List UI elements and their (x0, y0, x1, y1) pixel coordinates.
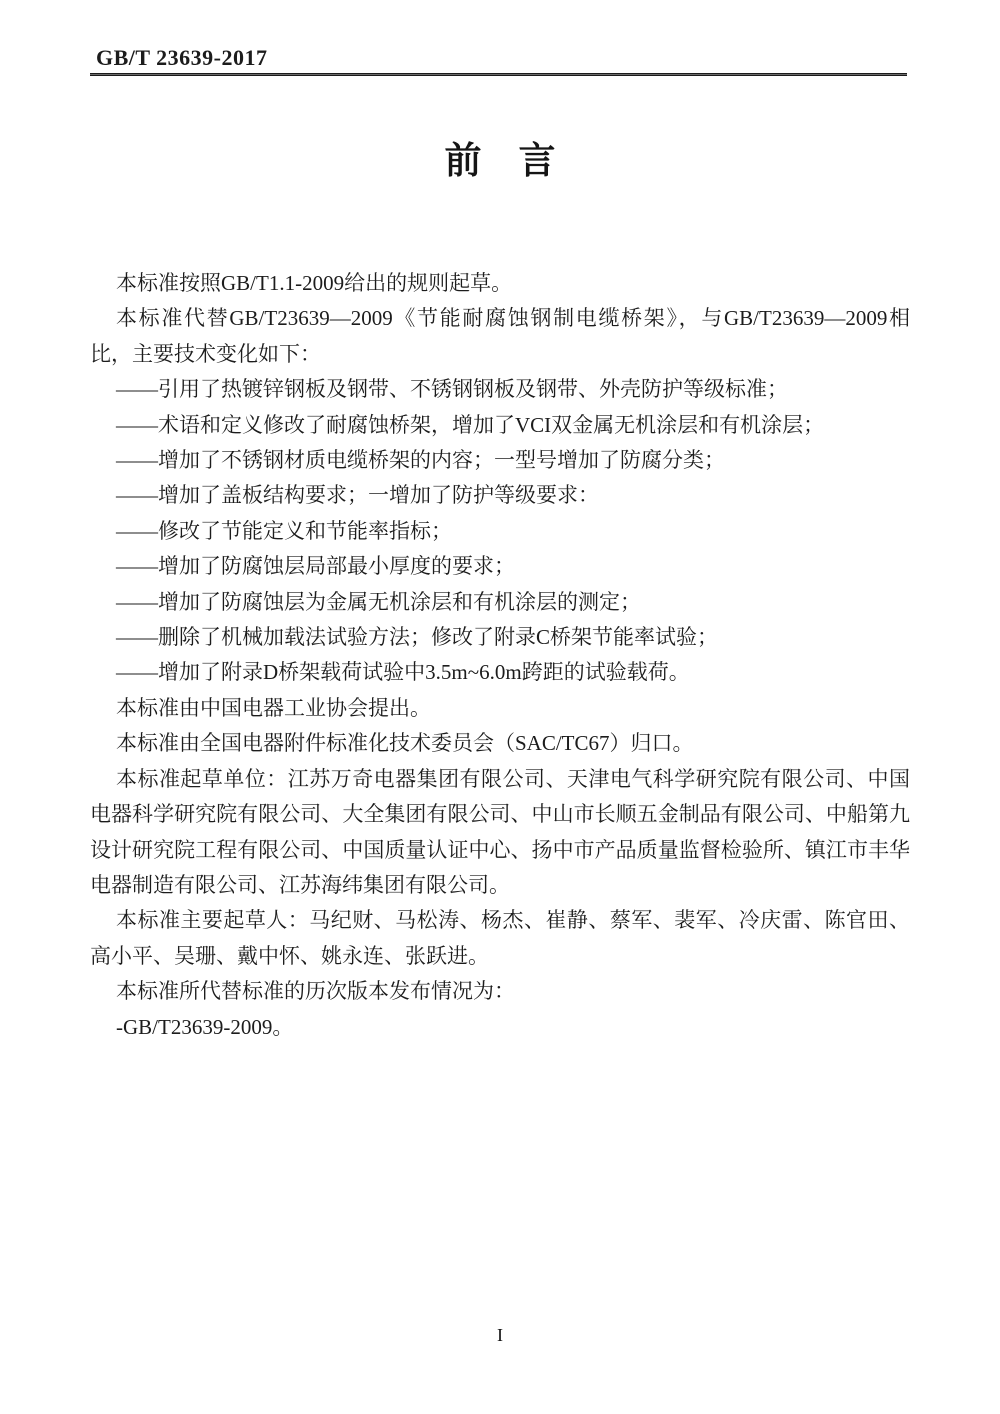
page-title: 前 言 (444, 140, 556, 181)
foreword-paragraph: 本标准主要起草人：马纪财、马松涛、杨杰、崔静、蔡军、裴军、冷庆雷、陈官田、高小平、吴珊、戴中怀、姚永连、张跃进。 (90, 908, 910, 968)
page-number: I (497, 1325, 503, 1345)
foreword-paragraph: -GB/T23639-2009。 (116, 1014, 294, 1039)
foreword-paragraph: ——增加了防腐蚀层为金属无机涂层和有机涂层的测定； (116, 589, 641, 614)
foreword-paragraph: ——增加了盖板结构要求；一增加了防护等级要求： (116, 483, 599, 508)
foreword-paragraph: 本标准代替GB/T23639—2009《节能耐腐蚀钢制电缆桥架》，与GB/T23639—2009相比，主要技术变化如下： (90, 306, 910, 366)
foreword-paragraph: 本标准由中国电器工业协会提出。 (116, 695, 431, 720)
foreword-paragraph: 本标准起草单位：江苏万奇电器集团有限公司、天津电气科学研究院有限公司、中国电器科学研究院有限公司、大全集团有限公司、中山市长顺五金制品有限公司、中船第九设计研究院工程有限公司、中国质量认证中心、扬中市产品质量监督检验所、镇江市丰华电器制造有限公司、江苏海纬集团有限公司。 (90, 766, 910, 897)
foreword-paragraph: ——修改了节能定义和节能率指标； (116, 518, 452, 543)
foreword-paragraph: ——增加了不锈钢材质电缆桥架的内容；一型号增加了防腐分类； (116, 448, 725, 473)
foreword-paragraph: ——术语和定义修改了耐腐蚀桥架，增加了VCI双金属无机涂层和有机涂层； (116, 412, 825, 437)
page-footer (0, 1325, 1000, 1346)
foreword-paragraph: 本标准按照GB/T1.1-2009给出的规则起草。 (116, 271, 513, 295)
foreword-paragraph: ——删除了机械加载法试验方法；修改了附录C桥架节能率试验； (116, 625, 719, 650)
foreword-paragraph: 本标准由全国电器附件标准化技术委员会（SAC/TC67）归口。 (116, 731, 694, 756)
foreword-paragraph: 本标准所代替标准的历次版本发布情况为： (116, 979, 515, 1004)
page-header (96, 45, 268, 71)
foreword-paragraph: ——增加了防腐蚀层局部最小厚度的要求； (116, 554, 515, 579)
foreword-body (90, 266, 910, 1045)
standard-number: GB/T 23639-2017 (96, 45, 268, 70)
header-rule (90, 73, 907, 76)
foreword-paragraph: ——增加了附录D桥架载荷试验中3.5m~6.0m跨距的试验载荷。 (116, 660, 690, 685)
foreword-paragraph: ——引用了热镀锌钢板及钢带、不锈钢钢板及钢带、外壳防护等级标准； (116, 377, 788, 402)
